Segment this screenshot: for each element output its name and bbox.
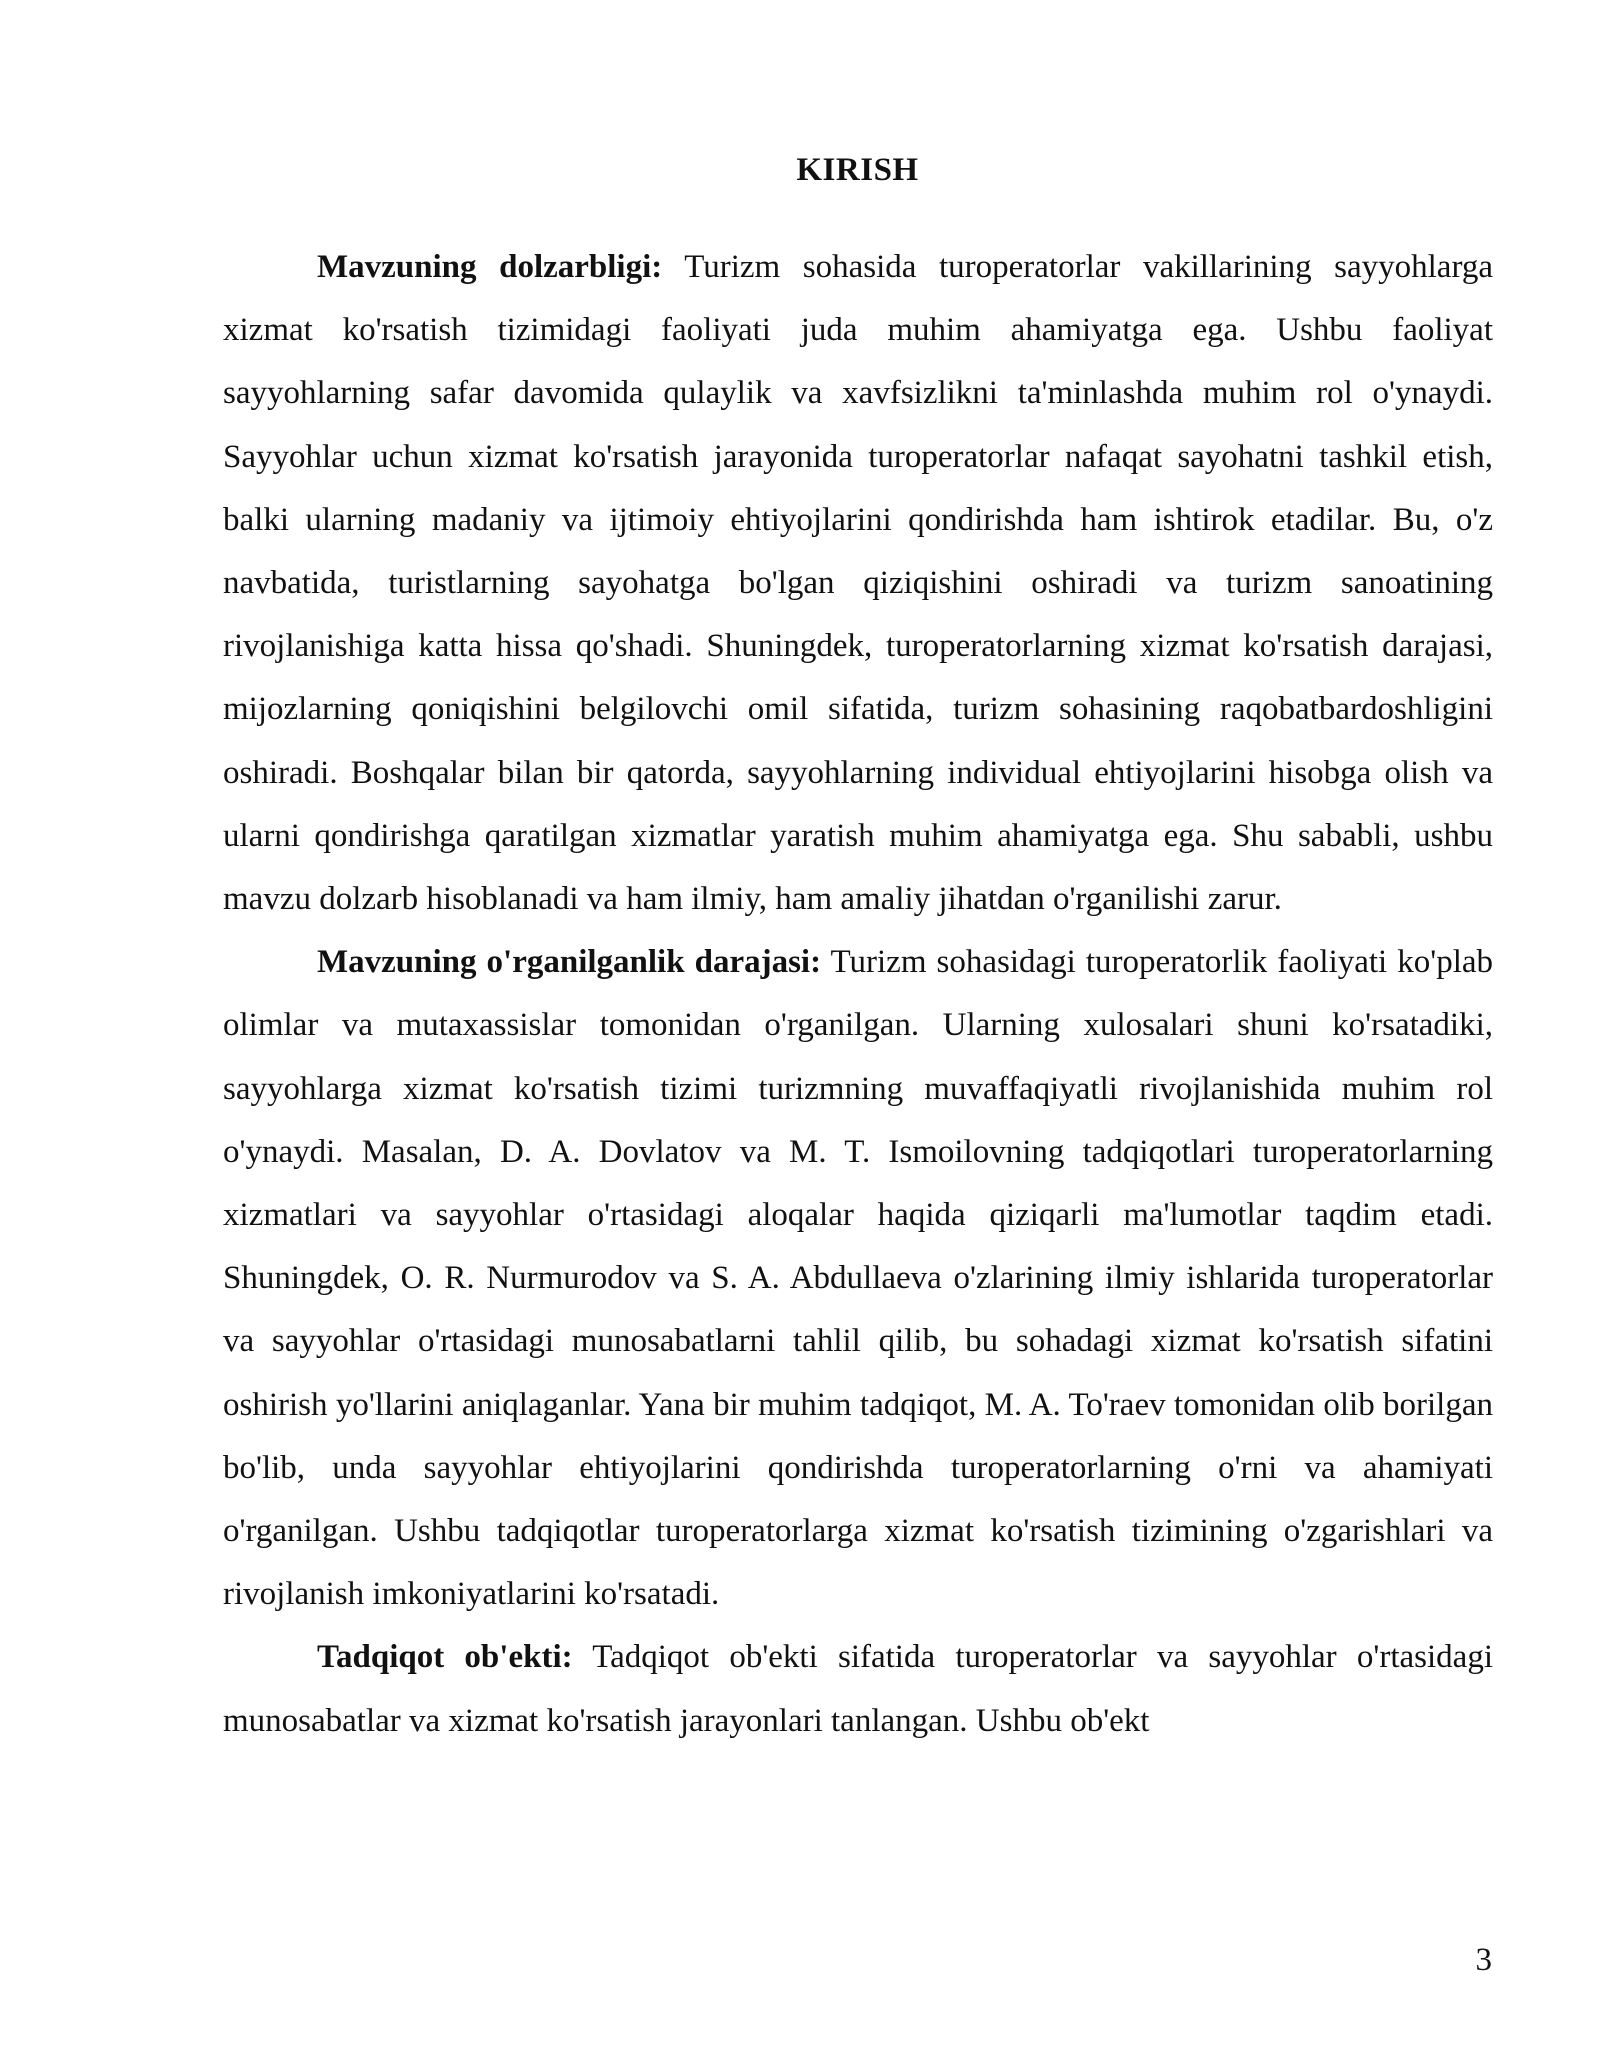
page-title: KIRISH <box>796 152 919 188</box>
paragraph-text: Turizm sohasidagi turoperatorlik faoliyati ko'plab olimlar va mutaxassislar tomonidan o'rganilgan. Ularning xulosalari shuni ko'rsatadiki, sayyohlarga xizmat ko'rsatish tizimi turizmning muvaffaqiyatli rivojlanishida muhim rol o'ynaydi. Masalan, D. A. Dovlatov va M. T. Ismoilovning tadqiqotlari turoperatorlarning xizmatlari va sayyohlar o'rtasidagi aloqalar haqida qiziqarli ma'lumotlar taqdim etadi. Shuningdek, O. R. Nurmurodov va S. A. Abdullaeva o'zlarining ilmiy ishlarida turoperatorlar va sayyohlar o'rtasidagi munosabatlarni tahlil qilib, bu sohadagi xizmat ko'rsatish sifatini oshirish yo'llarini aniqlaganlar. Yana bir muhim tadqiqot, M. A. To'raev tomonidan olib borilgan bo'lib, unda sayyohlar ehtiyojlarini qondirishda turoperatorlarning o'rni va ahamiyati o'rganilgan. Ushbu tadqiqotlar turoperatorlarga xizmat ko'rsatish tizimining o'zgarishlari va rivojlanish imkoniyatlarini ko'rsatadi. <box>223 944 1494 1613</box>
paragraph-lead: Tadqiqot ob'ekti: <box>317 1639 573 1676</box>
paragraph-text: Turizm sohasida turoperatorlar vakillarining sayyohlarga xizmat ko'rsatish tizimidagi faoliyati juda muhim ahamiyatga ega. Ushbu faoliyat sayyohlarning safar davomida qulaylik va xavfsizlikni ta'minlashda muhim rol o'ynaydi. Sayyohlar uchun xizmat ko'rsatish jarayonida turoperatorlar nafaqat sayohatni tashkil etish, balki ularning madaniy va ijtimoiy ehtiyojlarini qondirishda ham ishtirok etadilar. Bu, o'z navbatida, turistlarning sayohatga bo'lgan qiziqishini oshiradi va turizm sanoatining rivojlanishiga katta hissa qo'shadi. Shuningdek, turoperatorlarning xizmat ko'rsatish darajasi, mijozlarning qoniqishini belgilovchi omil sifatida, turizm sohasining raqobatbardoshligini oshiradi. Boshqalar bilan bir qatorda, sayyohlarning individual ehtiyojlarini hisobga olish va ularni qondirishga qaratilgan xizmatlar yaratish muhim ahamiyatga ega. Shu sababli, ushbu mavzu dolzarb hisoblanadi va ham ilmiy, ham amaliy jihatdan o'rganilishi zarur. <box>223 249 1493 918</box>
paragraph-study-level <box>223 931 1493 1626</box>
page-number: 3 <box>1475 1942 1492 1978</box>
paragraph-lead: Mavzuning o'rganilganlik darajasi: <box>317 944 822 981</box>
paragraph-relevance <box>223 236 1493 931</box>
paragraph-research-object <box>223 1626 1493 1752</box>
paragraph-text: Tadqiqot ob'ekti sifatida turoperatorlar va sayyohlar o'rtasidagi munosabatlar va xizmat ko'rsatish jarayonlari tanlangan. Ushbu ob'ekt <box>223 1639 1493 1739</box>
paragraph-lead: Mavzuning dolzarbligi: <box>317 249 663 285</box>
document-body <box>223 236 1493 1753</box>
